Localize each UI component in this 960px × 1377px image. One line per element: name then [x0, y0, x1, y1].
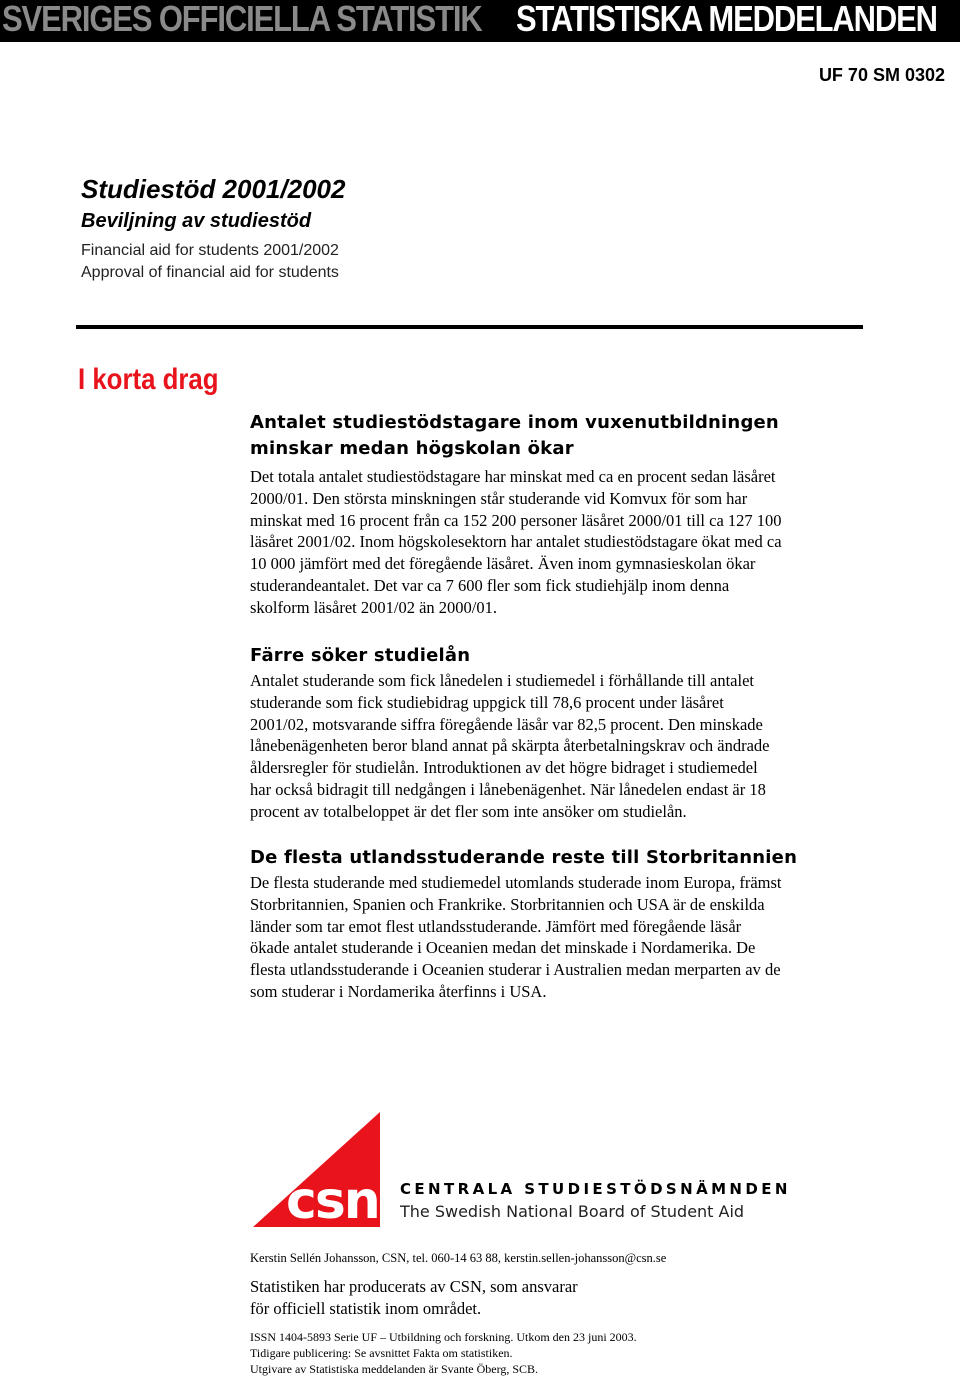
body-line: 2001/02, motsvarande siffra föregående läsår var 82,5 procent. Den minskade: [250, 714, 763, 734]
report-code: UF 70 SM 0302: [818, 65, 945, 85]
body-line: procent av totalbeloppet är det fler som inte ansöker om studielån.: [250, 801, 687, 821]
publisher-line: Utgivare av Statistiska meddelanden är Svante Öberg, SCB.: [250, 1362, 539, 1376]
body-line: länder som tar emot flest utlandsstuderande. Jämfört med föregående läsår: [250, 916, 742, 936]
contact-line: Kerstin Sellén Johansson, CSN, tel. 060-14 63 88, kerstin.sellen-johansson@csn.se: [250, 1251, 667, 1265]
section-heading: [250, 643, 870, 669]
heading-line: Färre söker studielån: [250, 645, 471, 666]
body-line: Det totala antalet studiestödstagare har minskat med ca en procent sedan läsåret: [250, 467, 776, 486]
logo-english-name: The Swedish National Board of Student Aid: [400, 1202, 745, 1221]
producer-line: för officiell statistik inom området.: [250, 1298, 482, 1318]
body-line: ökade antalet studerande i Oceanien medan det minskade i Nordamerika. De: [250, 938, 756, 958]
publication-type: STATISTISKA MEDDELANDEN: [516, 0, 937, 39]
heading-line: De flesta utlandsstuderande reste till Storbritannien: [250, 847, 798, 868]
body-line: läsåret 2001/02. Inom högskolesektorn har antalet studiestödstagare ökat med ca: [250, 532, 782, 552]
section-studielan: [250, 643, 870, 823]
body-line: Antalet studerande som fick lånedelen i studiemedel i förhållande till antalet: [250, 671, 754, 690]
body-line: minskat med 16 procent från ca 152 200 personer läsåret 2000/01 till ca 127 100: [250, 510, 782, 530]
section-heading: [250, 410, 870, 462]
body-line: skolform läsåret 2001/02 än 2000/01.: [250, 597, 498, 617]
section-body: [250, 670, 870, 823]
logo-wordmark: csn: [286, 1171, 379, 1231]
english-title: Financial aid for students 2001/2002: [81, 242, 339, 259]
section-body: [250, 872, 870, 1003]
english-subtitle: Approval of financial aid for students: [81, 264, 339, 281]
summary-heading: I korta drag: [78, 363, 219, 396]
body-line: studerande som fick studiebidrag uppgick till 78,6 procent under läsåret: [250, 692, 724, 712]
body-line: åldersregler för studielån. Introduktionen av det högre bidraget i studiemedel: [250, 758, 758, 778]
issn-line: ISSN 1404-5893 Serie UF – Utbildning och forskning. Utkom den 23 juni 2003.: [250, 1330, 637, 1344]
producer-note: [250, 1276, 578, 1319]
heading-line: Antalet studiestödstagare inom vuxenutbildningen: [250, 412, 779, 433]
section-heading: [250, 845, 870, 871]
body-line: Storbritannien, Spanien och Frankrike. Storbritannien och USA är de enskilda: [250, 894, 765, 914]
body-line: 2000/01. Den största minskningen står studerande vid Komvux för som har: [250, 488, 748, 508]
csn-logo-mark: [250, 1112, 400, 1232]
series-name: SVERIGES OFFICIELLA STATISTIK: [2, 0, 482, 39]
divider-rule: [76, 325, 863, 329]
page-subtitle: Beviljning av studiestöd: [81, 210, 312, 232]
logo-name: CENTRALA STUDIESTÖDSNÄMNDEN: [400, 1180, 791, 1198]
body-line: studerandeantalet. Det var ca 7 600 fler som fick studiehjälp inom denna: [250, 575, 730, 595]
previous-publication-line: Tidigare publicering: Se avsnittet Fakta om statistiken.: [250, 1346, 513, 1360]
body-line: lånebenägenheten beror bland annat på skärpta återbetalningskrav och ändrade: [250, 736, 770, 756]
body-line: De flesta studerande med studiemedel utomlands studerade inom Europa, främst: [250, 873, 782, 892]
body-line: har också bidragit till nedgången i lånebenägenhet. När lånedelen endast är 18: [250, 779, 766, 799]
body-line: flesta utlandsstuderande i Oceanien studerar i Australien medan merparten av de: [250, 960, 781, 980]
body-line: som studerar i Nordamerika återfinns i USA.: [250, 981, 547, 1001]
section-utlandsstuderande: [250, 845, 870, 1003]
body-line: 10 000 jämfört med det föregående läsåret. Även inom gymnasieskolan ökar: [250, 554, 756, 574]
header-banner: [0, 0, 960, 42]
producer-line: Statistiken har producerats av CSN, som ansvarar: [250, 1277, 578, 1296]
section-body: [250, 466, 870, 619]
publication-info: [250, 1329, 637, 1377]
heading-line: minskar medan högskolan ökar: [250, 438, 574, 459]
section-vuxenutbildning: [250, 410, 870, 619]
page-title: Studiestöd 2001/2002: [81, 174, 346, 204]
